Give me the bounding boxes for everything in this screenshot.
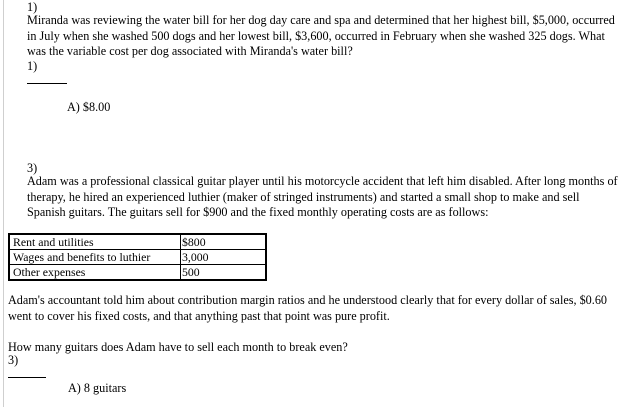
question-1-text: Miranda was reviewing the water bill for her dog day care and spa and determined that her highest bill, $5,000, occurred in July when she washed 500 dogs and her lowest bill, $3,600, occurred in February when she washed 325 dogs. What was the variable cost per dog associated with Miranda's water bill? xyxy=(27,13,615,58)
table-row xyxy=(9,265,266,281)
question-3-followup-text: Adam's accountant told him about contribution margin ratios and he understood clearly that for every dollar of sales, $0.60 went to cover his fixed costs, and that anything past that point was pure profit. xyxy=(8,293,608,323)
table-row xyxy=(9,234,266,250)
table-cell-label: Wages and benefits to luthier xyxy=(9,250,181,265)
table-cell-value: 500 xyxy=(181,265,267,281)
question-1-answer-number: 1) xyxy=(27,59,38,73)
fixed-costs-table xyxy=(8,233,267,281)
page-left-border xyxy=(3,0,4,407)
table-cell-value: $800 xyxy=(181,234,267,250)
question-3-prompt: How many guitars does Adam have to sell each month to break even? xyxy=(8,340,348,354)
table-cell-label: Rent and utilities xyxy=(9,234,181,250)
question-1-answer-line xyxy=(27,83,67,84)
question-3-answer: A) 8 guitars xyxy=(68,381,127,395)
table-cell-label: Other expenses xyxy=(9,265,181,281)
question-3-answer-number: 3) xyxy=(8,353,19,367)
table-row xyxy=(9,250,266,265)
question-3-answer-line xyxy=(8,377,46,378)
question-3-number: 3) xyxy=(27,161,38,175)
question-1-answer: A) $8.00 xyxy=(67,100,111,114)
question-1-number: 1) xyxy=(27,0,38,14)
question-3-text: Adam was a professional classical guitar player until his motorcycle accident that left him disabled. After long months of therapy, he hired an experienced luthier (maker of stringed instruments) and started a small shop to make and sell Spanish guitars. The guitars sell for $900 and the fixed monthly operating costs are as follows: xyxy=(27,174,618,219)
table-cell-value: 3,000 xyxy=(181,250,267,265)
